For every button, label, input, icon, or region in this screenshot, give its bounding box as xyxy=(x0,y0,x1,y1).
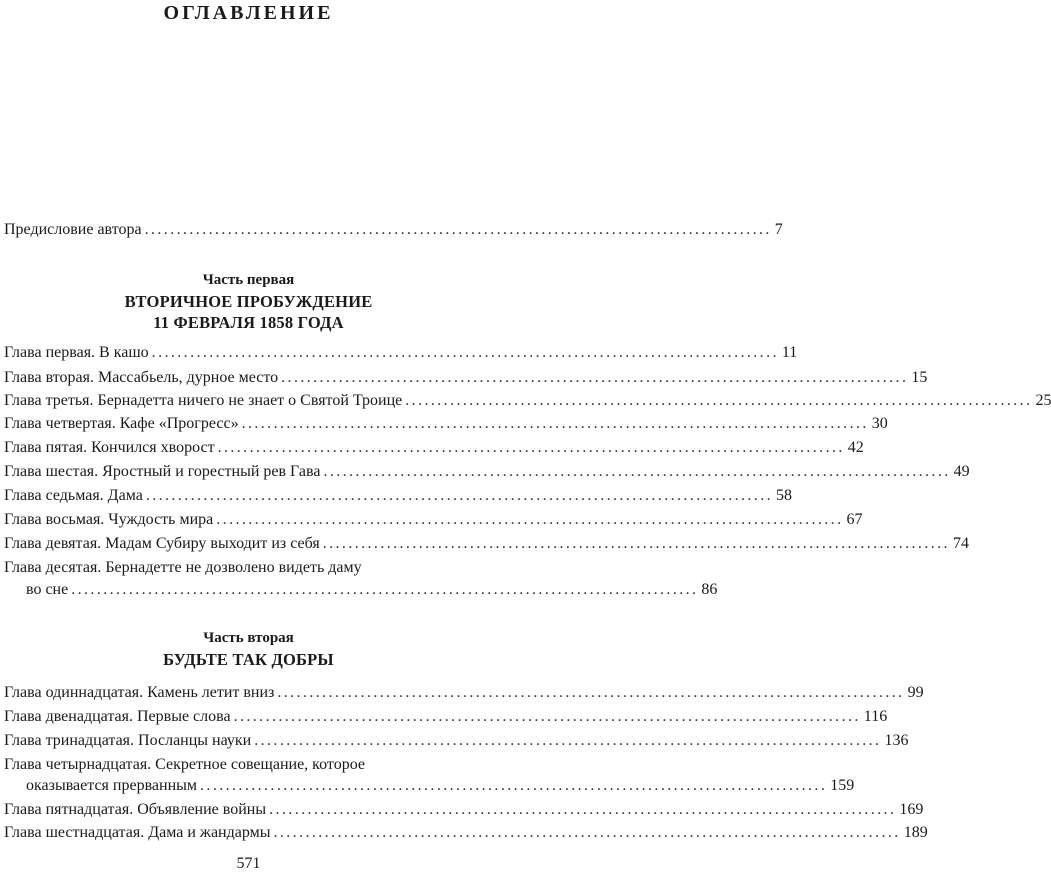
leader-dots: .................................................................................................. xyxy=(323,463,951,480)
toc-entry-page: 159 xyxy=(830,777,855,794)
toc-entry-label: Глава тринадцатая. Посланцы науки xyxy=(4,732,252,749)
toc-entry-page: 15 xyxy=(911,369,928,386)
toc-entry xyxy=(4,462,970,482)
leader-dots: .................................................................................................. xyxy=(322,535,950,552)
leader-dots: .................................................................................................. xyxy=(71,581,699,598)
leader-dots: .................................................................................................. xyxy=(254,732,882,749)
leader-dots: .................................................................................................. xyxy=(273,824,901,841)
toc-entry-page: 7 xyxy=(774,221,783,238)
toc-entry xyxy=(4,391,1051,411)
toc-entry-page: 74 xyxy=(952,535,969,552)
toc-entry xyxy=(4,800,924,820)
toc-entry-page: 169 xyxy=(899,801,924,818)
leader-dots: .................................................................................................. xyxy=(217,439,845,456)
toc-entry-label: Предисловие автора xyxy=(4,221,142,238)
leader-dots: .................................................................................................. xyxy=(145,487,774,504)
leader-dots: .................................................................................................. xyxy=(144,221,772,238)
toc-entry-label: оказывается прерванным xyxy=(26,777,198,794)
toc-entry-page: 67 xyxy=(846,511,863,528)
toc-entry-page: 25 xyxy=(1035,392,1051,409)
toc-entry-label: Глава восьмая. Чуждость мира xyxy=(4,511,214,528)
page-title: ОГЛАВЛЕНИЕ xyxy=(163,2,334,24)
toc-entry xyxy=(4,823,928,843)
toc-entry-page: 189 xyxy=(903,824,928,841)
toc-entry-page: 99 xyxy=(907,684,924,701)
part-label: Часть первая xyxy=(202,272,295,288)
toc-entry xyxy=(4,414,888,434)
toc-entry xyxy=(4,683,924,703)
toc-entry-label: Глава третья. Бернадетта ничего не знает о Святой Троице xyxy=(4,392,403,409)
leader-dots: .................................................................................................. xyxy=(200,777,828,794)
toc-entry-preface xyxy=(4,220,783,240)
toc-entry-label: Глава четырнадцатая. Секретное совещание, которое xyxy=(4,756,366,773)
toc-entry xyxy=(4,558,490,578)
toc-entry-label: Глава двенадцатая. Первые слова xyxy=(4,708,231,725)
toc-entry-page: 11 xyxy=(781,344,798,361)
toc-entry-label: Глава девятая. Мадам Субиру выходит из себя xyxy=(4,535,320,552)
page-number: 571 xyxy=(236,855,261,872)
toc-entry-page: 42 xyxy=(847,439,864,456)
part-title: 11 ФЕВРАЛЯ 1858 ГОДА xyxy=(153,313,344,332)
toc-entry xyxy=(4,368,928,388)
toc-entry-page: 116 xyxy=(863,708,888,725)
toc-entry-label: Глава вторая. Массабьель, дурное место xyxy=(4,369,279,386)
leader-dots: .................................................................................................. xyxy=(277,684,905,701)
leader-dots: .................................................................................................. xyxy=(233,708,861,725)
toc-entry-label: Глава шестая. Яростный и горестный рев Гава xyxy=(4,463,321,480)
toc-entry-label: во сне xyxy=(26,581,69,598)
toc-entry-label: Глава пятая. Кончился хворост xyxy=(4,439,215,456)
toc-entry-page: 58 xyxy=(776,487,793,504)
leader-dots: .................................................................................................. xyxy=(269,801,897,818)
leader-dots: .................................................................................................. xyxy=(281,369,909,386)
toc-entry xyxy=(4,486,793,506)
toc-entry-continuation xyxy=(26,776,855,796)
part-title: БУДЬТЕ ТАК ДОБРЫ xyxy=(163,650,334,669)
toc-entry-page: 30 xyxy=(871,415,888,432)
part-heading-2 xyxy=(0,628,497,670)
toc-entry xyxy=(4,534,969,554)
toc-entry xyxy=(4,707,888,727)
part-title: ВТОРИЧНОЕ ПРОБУЖДЕНИЕ xyxy=(124,292,373,311)
toc-entry-label: Глава десятая. Бернадетте не дозволено видеть даму xyxy=(4,559,362,576)
leader-dots: .................................................................................................. xyxy=(241,415,869,432)
toc-entry xyxy=(4,510,863,530)
toc-entry xyxy=(4,438,864,458)
toc-entry xyxy=(4,755,490,775)
part-heading-1 xyxy=(0,270,497,333)
toc-entry-label: Глава седьмая. Дама xyxy=(4,487,143,504)
toc-entry-label: Глава четвертая. Кафе «Прогресс» xyxy=(4,415,239,432)
toc-entry xyxy=(4,731,909,751)
toc-entry-label: Глава одиннадцатая. Камень летит вниз xyxy=(4,684,275,701)
part-label: Часть вторая xyxy=(203,630,294,646)
toc-entry-label: Глава первая. В кашо xyxy=(4,344,149,361)
toc-entry-continuation xyxy=(26,580,718,600)
toc-entry-page: 49 xyxy=(953,463,970,480)
toc-entry-label: Глава пятнадцатая. Объявление войны xyxy=(4,801,267,818)
toc-entry xyxy=(4,343,798,363)
leader-dots: .................................................................................................. xyxy=(216,511,844,528)
toc-entry-label: Глава шестнадцатая. Дама и жандармы xyxy=(4,824,271,841)
toc-entry-page: 136 xyxy=(884,732,909,749)
leader-dots: .................................................................................................. xyxy=(405,392,1033,409)
leader-dots: .................................................................................................. xyxy=(151,344,779,361)
toc-entry-page: 86 xyxy=(701,581,718,598)
